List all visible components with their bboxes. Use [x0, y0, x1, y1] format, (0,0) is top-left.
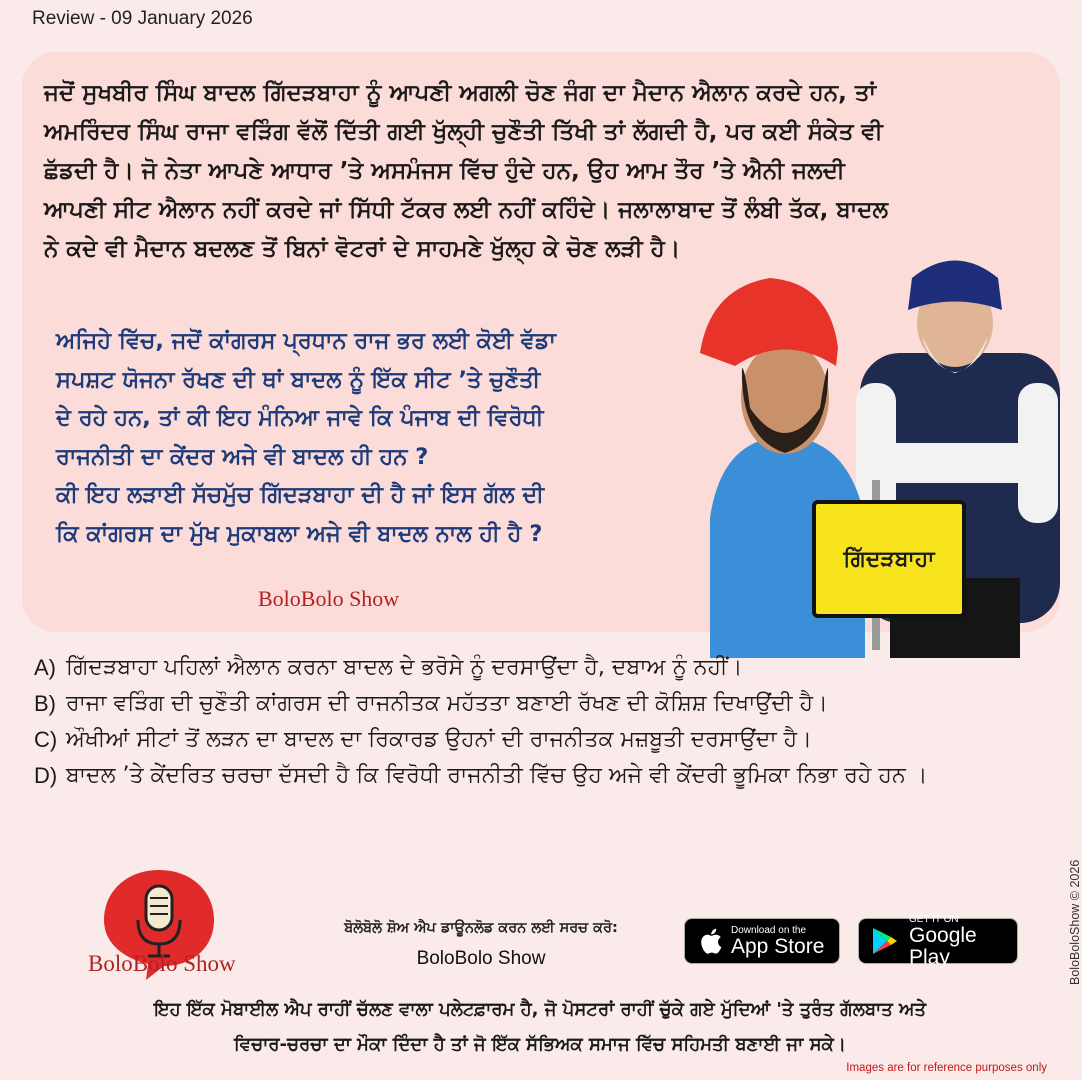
option-text: ਗਿੱਦੜਬਾਹਾ ਪਹਿਲਾਂ ਐਲਾਨ ਕਰਨਾ ਬਾਦਲ ਦੇ ਭਰੋਸੇ ਨੂੰ ਦਰਸਾਉਂਦਾ ਹੈ, ਦਬਾਅ ਨੂੰ ਨਹੀਂ।	[66, 655, 743, 680]
question-line: ਕਿ ਕਾਂਗਰਸ ਦਾ ਮੁੱਖ ਮੁਕਾਬਲਾ ਅਜੇ ਵੀ ਬਾਦਲ ਨਾਲ ਹੀ ਹੈ ?	[56, 520, 543, 547]
google-play-large-label: Google Play	[909, 923, 977, 969]
card-brand-logo: BoloBolo Show	[258, 586, 400, 611]
option-c[interactable]	[34, 722, 1034, 758]
option-a[interactable]	[34, 650, 1034, 686]
intro-line: ਨੇ ਕਦੇ ਵੀ ਮੈਦਾਨ ਬਦਲਣ ਤੋਂ ਬਿਨਾਂ ਵੋਟਰਾਂ ਦੇ ਸਾਹਮਣੇ ਖੁੱਲ੍ਹ ਕੇ ਚੋਣ ਲੜੀ ਹੈ।	[44, 236, 681, 262]
option-letter: D)	[34, 763, 58, 788]
brand-logo-text: BoloBolo Show	[88, 951, 236, 976]
footer-line: ਇਹ ਇੱਕ ਮੋਬਾਈਲ ਐਪ ਰਾਹੀਂ ਚੱਲਣ ਵਾਲਾ ਪਲੇਟਫ਼ਾਰਮ ਹੈ, ਜੋ ਪੋਸਟਰਾਂ ਰਾਹੀਂ ਚੁੱਕੇ ਗਏ ਮੁੱਦਿਆਂ 'ਤੇ ਤੁਰੰਤ ਗੱਲਬਾਤ ਅਤੇ	[153, 999, 927, 1020]
google-play-small-label: GET IT ON	[909, 913, 959, 925]
intro-line: ਜਦੋਂ ਸੁਖਬੀਰ ਸਿੰਘ ਬਾਦਲ ਗਿੱਦੜਬਾਹਾ ਨੂੰ ਆਪਣੀ ਅਗਲੀ ਚੋਣ ਜੰਗ ਦਾ ਮੈਦਾਨ ਐਲਾਨ ਕਰਦੇ ਹਨ, ਤਾਂ	[44, 80, 877, 106]
review-date: Review - 09 January 2026	[32, 8, 253, 29]
google-play-icon	[871, 926, 899, 956]
platform-description	[40, 992, 1040, 1062]
question-line: ਸਪਸ਼ਟ ਯੋਜਨਾ ਰੱਖਣ ਦੀ ਥਾਂ ਬਾਦਲ ਨੂੰ ਇੱਕ ਸੀਟ ’ਤੇ ਚੁਣੌਤੀ	[56, 366, 541, 393]
intro-line: ਆਪਣੀ ਸੀਟ ਐਲਾਨ ਨਹੀਂ ਕਰਦੇ ਜਾਂ ਸਿੱਧੀ ਟੱਕਰ ਲਈ ਨਹੀਂ ਕਹਿੰਦੇ। ਜਲਾਲਾਬਾਦ ਤੋਂ ਲੰਬੀ ਤੱਕ, ਬਾਦਲ	[44, 197, 889, 223]
intro-paragraph	[44, 74, 1004, 269]
option-letter: B)	[34, 691, 56, 716]
apple-icon	[697, 926, 723, 956]
location-sign	[812, 500, 966, 618]
option-b[interactable]	[34, 686, 1034, 722]
app-store-button[interactable]	[684, 918, 840, 964]
search-instruction: ਬੋਲੋਬੋਲੋ ਸ਼ੋਅ ਐਪ ਡਾਊਨਲੋਡ ਕਰਨ ਲਈ ਸਰਚ ਕਰੋ:	[344, 920, 618, 936]
question-line: ਰਾਜਨੀਤੀ ਦਾ ਕੇਂਦਰ ਅਜੇ ਵੀ ਬਾਦਲ ਹੀ ਹਨ ?	[56, 443, 429, 470]
question-text	[56, 322, 696, 553]
intro-line: ਅਮਰਿੰਦਰ ਸਿੰਘ ਰਾਜਾ ਵੜਿੰਗ ਵੱਲੋਂ ਦਿੱਤੀ ਗਈ ਖੁੱਲ੍ਹੀ ਚੁਣੌਤੀ ਤਿੱਖੀ ਤਾਂ ਲੱਗਦੀ ਹੈ, ਪਰ ਕਈ ਸੰਕੇਤ ਵੀ	[44, 119, 883, 145]
politicians-illustration	[690, 248, 1070, 658]
answer-options	[34, 650, 1034, 794]
question-line: ਅਜਿਹੇ ਵਿੱਚ, ਜਦੋਂ ਕਾਂਗਰਸ ਪ੍ਰਧਾਨ ਰਾਜ ਭਰ ਲਈ ਕੋਈ ਵੱਡਾ	[56, 328, 556, 354]
sign-label: ਗਿੱਦੜਬਾਹਾ	[843, 546, 935, 572]
option-text: ਰਾਜਾ ਵੜਿੰਗ ਦੀ ਚੁਣੌਤੀ ਕਾਂਗਰਸ ਦੀ ਰਾਜਨੀਤਕ ਮਹੱਤਤਾ ਬਣਾਈ ਰੱਖਣ ਦੀ ਕੋਸ਼ਿਸ਼ ਦਿਖਾਉਂਦੀ ਹੈ।	[66, 691, 828, 716]
footer-line: ਵਿਚਾਰ-ਚਰਚਾ ਦਾ ਮੌਕਾ ਦਿੰਦਾ ਹੈ ਤਾਂ ਜੋ ਇੱਕ ਸੱਭਿਅਕ ਸਮਾਜ ਵਿੱਚ ਸਹਿਮਤੀ ਬਣਾਈ ਜਾ ਸਕੇ।	[234, 1034, 846, 1055]
question-line: ਦੇ ਰਹੇ ਹਨ, ਤਾਂ ਕੀ ਇਹ ਮੰਨਿਆ ਜਾਵੇ ਕਿ ਪੰਜਾਬ ਦੀ ਵਿਰੋਧੀ	[56, 405, 544, 431]
option-letter: A)	[34, 655, 56, 680]
image-disclaimer: Images are for reference purposes only	[846, 1062, 1047, 1074]
option-letter: C)	[34, 727, 58, 752]
question-line: ਕੀ ਇਹ ਲੜਾਈ ਸੱਚਮੁੱਚ ਗਿੱਦੜਬਾਹਾ ਦੀ ਹੈ ਜਾਂ ਇਸ ਗੱਲ ਦੀ	[56, 482, 544, 508]
option-text: ਬਾਦਲ ’ਤੇ ਕੇਂਦਰਿਤ ਚਰਚਾ ਦੱਸਦੀ ਹੈ ਕਿ ਵਿਰੋਧੀ ਰਾਜਨੀਤੀ ਵਿੱਚ ਉਹ ਅਜੇ ਵੀ ਕੇਂਦਰੀ ਭੂਮਿਕਾ ਨਿਭਾ ਰਹੇ ਹਨ ।	[66, 763, 928, 788]
option-d[interactable]	[34, 758, 1034, 794]
google-play-button[interactable]	[858, 913, 1018, 969]
app-name: BoloBolo Show	[416, 948, 546, 969]
app-store-small-label: Download on the	[731, 924, 807, 936]
option-text: ਔਖੀਆਂ ਸੀਟਾਂ ਤੋਂ ਲੜਨ ਦਾ ਬਾਦਲ ਦਾ ਰਿਕਾਰਡ ਉਹਨਾਂ ਦੀ ਰਾਜਨੀਤਕ ਮਜ਼ਬੂਤੀ ਦਰਸਾਉਂਦਾ ਹੈ।	[66, 727, 812, 752]
copyright-vertical: BoloBoloShow © 2026	[1068, 859, 1082, 985]
intro-line: ਛੱਡਦੀ ਹੈ। ਜੋ ਨੇਤਾ ਆਪਣੇ ਆਧਾਰ ’ਤੇ ਅਸਮੰਜਸ ਵਿੱਚ ਹੁੰਦੇ ਹਨ, ਉਹ ਆਮ ਤੌਰ ’ਤੇ ਐਨੀ ਜਲਦੀ	[44, 158, 845, 184]
app-store-large-label: App Store	[731, 934, 825, 958]
